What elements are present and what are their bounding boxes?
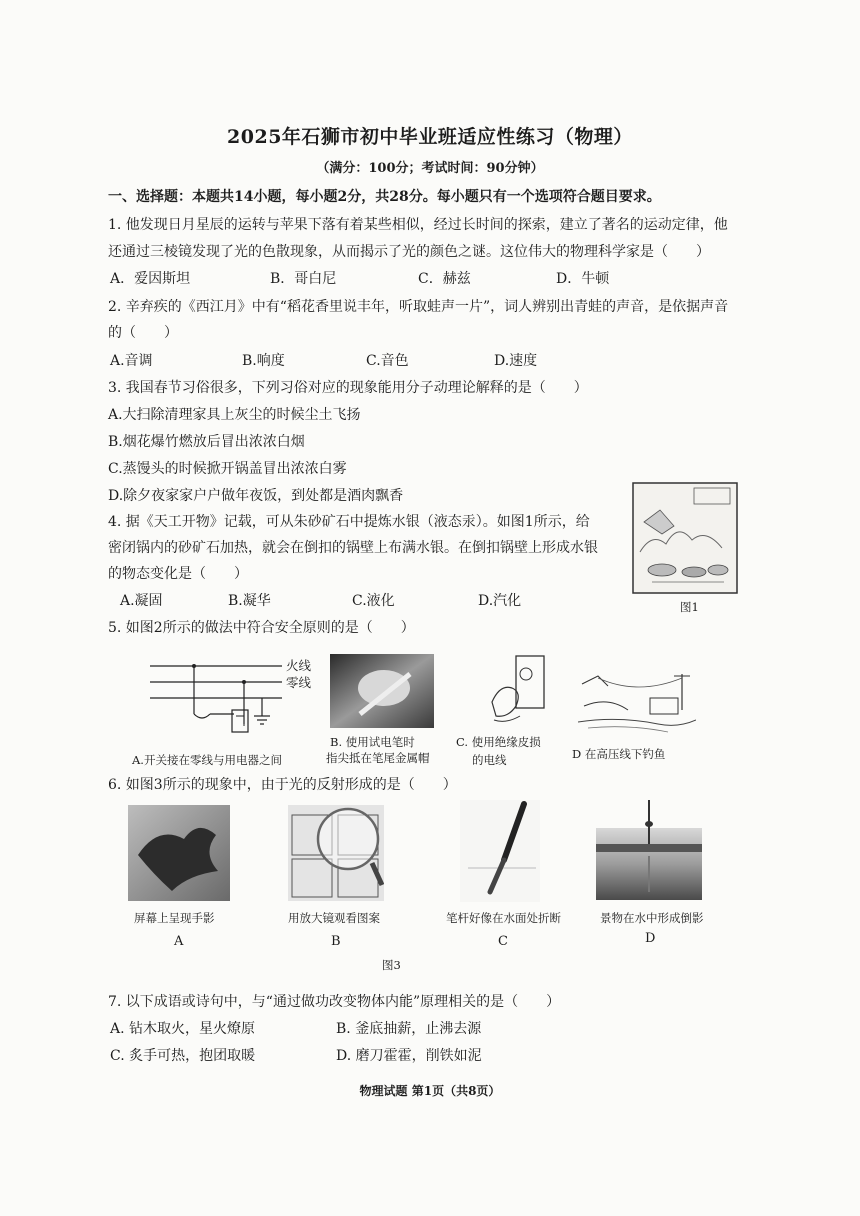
q3-option-d: D.除夕夜家家户户做年夜饭，到处都是酒肉飘香: [108, 488, 404, 504]
q4-stem-line1: 4. 据《天工开物》记载，可从朱砂矿石中提炼水银（液态汞）。如图1所示，给: [108, 514, 590, 530]
figure-3a-hand-shadow-photo: [128, 805, 230, 901]
q1-stem-line2: 还通过三棱镜发现了光的色散现象，从而揭示了光的颜色之谜。这位伟大的物理科学家是（ ）: [108, 244, 710, 260]
figure-2b-test-pen-photo: [330, 654, 434, 728]
live-wire-label: 火线: [286, 658, 312, 673]
q3-option-b: B.烟花爆竹燃放后冒出浓浓白烟: [108, 434, 305, 450]
figure-3b-caption: 用放大镜观看图案: [288, 911, 380, 925]
q6-stem: 6. 如图3所示的现象中，由于光的反射形成的是（ ）: [108, 777, 457, 793]
q4-stem-line2: 密闭锅内的砂矿石加热，就会在倒扣的锅壁上布满水银。在倒扣锅壁上形成水银: [108, 540, 598, 556]
figure-3a-label: A: [174, 934, 184, 949]
q3-option-a: A.大扫除清理家具上灰尘的时候尘土飞扬: [108, 407, 361, 423]
figure-3c-bent-pen-photo: [460, 800, 540, 902]
page-footer: 物理试题 第1页（共8页）: [359, 1084, 501, 1098]
q7-option-a: A. 钻木取火，星火燎原: [110, 1021, 256, 1037]
figure-2d-caption: D 在高压线下钓鱼: [572, 747, 666, 761]
section-heading: 一、选择题：本题共14小题，每小题2分，共28分。每小题只有一个选项符合题目要求。: [108, 189, 661, 205]
figure-3d-label: D: [645, 931, 656, 946]
neutral-wire-label: 零线: [286, 675, 312, 690]
q1-stem-line1: 1. 他发现日月星辰的运转与苹果下落有着某些相似，经过长时间的探索，建立了著名的运动定律，他: [108, 217, 728, 233]
q5-stem: 5. 如图2所示的做法中符合安全原则的是（ ）: [108, 620, 415, 636]
figure-2c-caption-line1: C. 使用绝缘皮损: [456, 735, 541, 749]
q2-option-d: D.速度: [494, 353, 538, 369]
figure-2a-caption: A.开关接在零线与用电器之间: [132, 753, 282, 767]
figure-3c-label: C: [498, 934, 508, 949]
q7-stem: 7. 以下成语或诗句中，与“通过做功改变物体内能”原理相关的是（ ）: [108, 994, 561, 1010]
q1-option-b: B．哥白尼: [270, 271, 337, 287]
figure-3c-caption: 笔杆好像在水面处折断: [446, 911, 561, 925]
figure-3b-magnifier-photo: [288, 805, 384, 901]
figure-3-caption: 图3: [382, 958, 401, 972]
q3-stem: 3. 我国春节习俗很多，下列习俗对应的现象能用分子动理论解释的是（ ）: [108, 380, 588, 396]
figure-3a-caption: 屏幕上呈现手影: [134, 911, 215, 925]
figure-3b-label: B: [331, 934, 341, 949]
figure-1-illustration: [632, 482, 738, 594]
q4-stem-line3: 的物态变化是（ ）: [108, 566, 248, 582]
page-title: 2025年石狮市初中毕业班适应性练习（物理）: [227, 126, 633, 148]
q4-option-d: D.汽化: [478, 593, 522, 609]
q7-option-d: D. 磨刀霍霍，削铁如泥: [336, 1048, 482, 1064]
q2-option-a: A.音调: [110, 353, 153, 369]
figure-3d-reflection-photo: [596, 800, 702, 900]
q2-stem-line1: 2. 辛弃疾的《西江月》中有“稻花香里说丰年，听取蛙声一片”，词人辨别出青蛙的声音，是依据声音: [108, 299, 729, 315]
figure-3d-caption: 景物在水中形成倒影: [600, 911, 704, 925]
page-subtitle: （满分：100分；考试时间：90分钟）: [316, 161, 544, 176]
q4-option-b: B.凝华: [228, 593, 271, 609]
q7-option-b: B. 釜底抽薪，止沸去源: [336, 1021, 482, 1037]
figure-2d-fishing-sketch: [578, 666, 696, 738]
q1-option-a: A．爱因斯坦: [110, 271, 191, 287]
q7-option-c: C. 炙手可热，抱团取暖: [110, 1048, 256, 1064]
figure-2b-caption-line1: B. 使用试电笔时: [330, 735, 415, 749]
q1-option-c: C．赫兹: [418, 271, 471, 287]
figure-2c-damaged-wire-sketch: [486, 654, 552, 728]
q4-option-c: C.液化: [352, 593, 395, 609]
q2-stem-line2: 的（ ）: [108, 325, 178, 341]
q1-option-d: D．牛顿: [556, 271, 610, 287]
figure-1-caption: 图1: [680, 600, 699, 614]
figure-2c-caption-line2: 的电线: [472, 753, 507, 767]
q2-option-c: C.音色: [366, 353, 409, 369]
q3-option-c: C.蒸馒头的时候掀开锅盖冒出浓浓白雾: [108, 461, 347, 477]
q4-option-a: A.凝固: [120, 593, 163, 609]
figure-2b-caption-line2: 指尖抵在笔尾金属帽: [326, 751, 430, 765]
q2-option-b: B.响度: [242, 353, 285, 369]
